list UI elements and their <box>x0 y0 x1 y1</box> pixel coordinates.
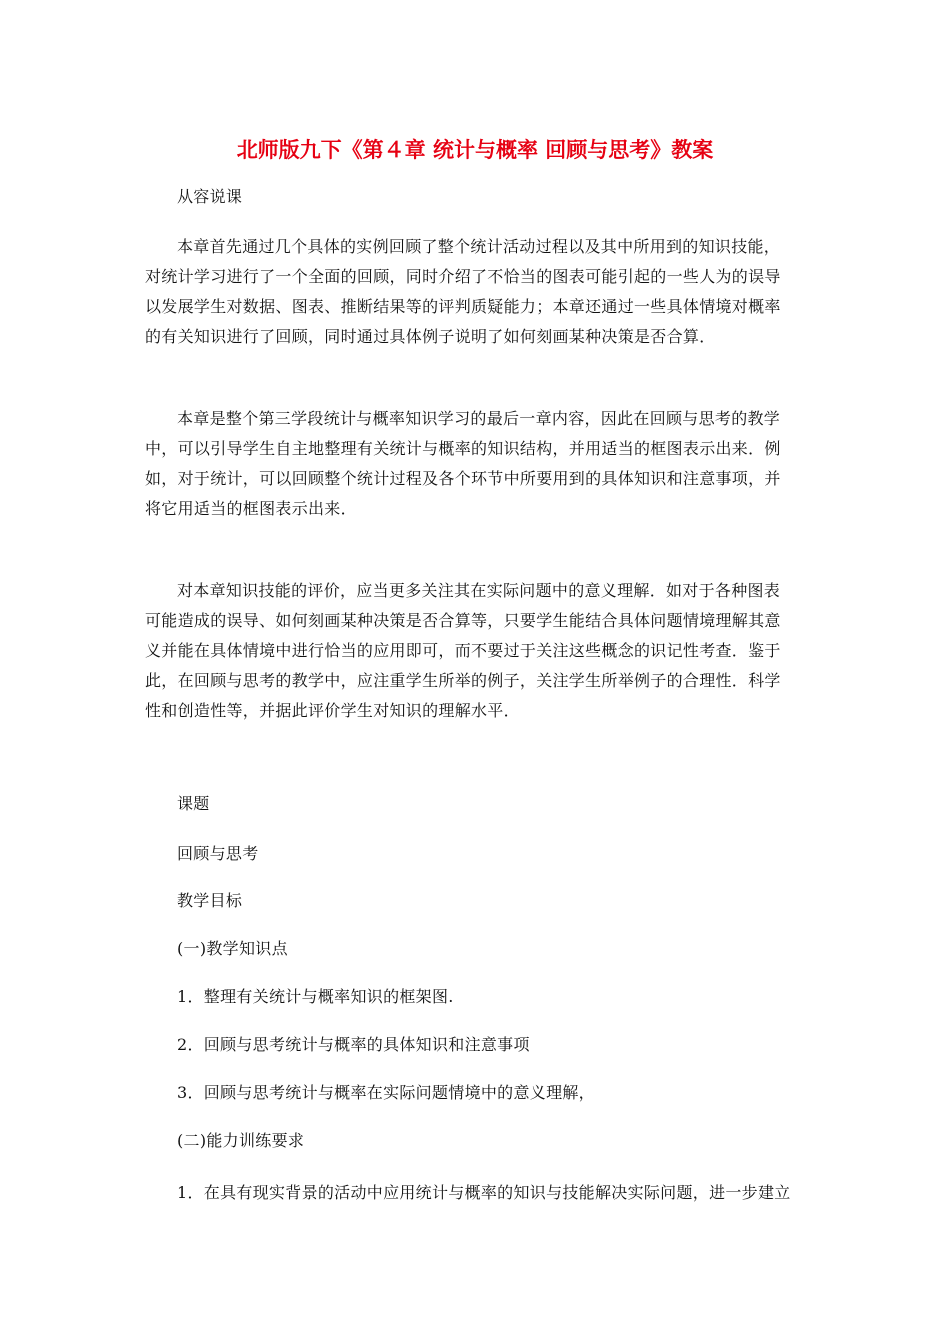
text-line: 中，可以引导学生自主地整理有关统计与概率的知识结构，并用适当的框图表示出来．例 <box>145 439 781 458</box>
subheading-skill-requirements: (二)能力训练要求 <box>177 1131 305 1150</box>
text-line: 以发展学生对数据、图表、推断结果等的评判质疑能力；本章还通过一些具体情境对概率 <box>145 297 781 316</box>
document-title: 北师版九下《第４章 统计与概率 回顾与思考》教案 <box>236 138 714 162</box>
topic-text: 回顾与思考 <box>177 844 259 863</box>
subheading-knowledge-points: (一)教学知识点 <box>177 939 288 958</box>
text-line: 可能造成的误导、如何刻画某种决策是否合算等，只要学生能结合具体问题情境理解其意 <box>145 611 781 630</box>
section-heading-topic: 课题 <box>177 794 210 813</box>
paragraph-assessment <box>145 576 813 726</box>
list-item: 3．回顾与思考统计与概率在实际问题情境中的意义理解， <box>177 1083 595 1102</box>
text-line: 义并能在具体情境中进行恰当的应用即可，而不要过于关注这些概念的识记性考查．鉴于 <box>145 641 781 660</box>
text-line: 本章首先通过几个具体的实例回顾了整个统计活动过程以及其中所用到的知识技能， <box>177 237 781 256</box>
section-heading-objectives: 教学目标 <box>177 891 243 910</box>
text-line: 对本章知识技能的评价，应当更多关注其在实际问题中的意义理解．如对于各种图表 <box>177 581 781 600</box>
list-item: 1．整理有关统计与概率知识的框架图. <box>177 987 454 1006</box>
list-item: 2．回顾与思考统计与概率的具体知识和注意事项 <box>177 1035 530 1054</box>
text-line: 性和创造性等，并据此评价学生对知识的理解水平． <box>145 701 520 720</box>
paragraph-chapter-overview <box>145 232 813 352</box>
text-line: 将它用适当的框图表示出来． <box>145 499 357 518</box>
text-line: 本章是整个第三学段统计与概率知识学习的最后一章内容，因此在回顾与思考的教学 <box>177 409 781 428</box>
text-line: 对统计学习进行了一个全面的回顾，同时介绍了不恰当的图表可能引起的一些人为的误导 <box>145 267 781 286</box>
list-item: 1．在具有现实背景的活动中应用统计与概率的知识与技能解决实际问题，进一步建立 <box>177 1183 791 1202</box>
section-heading-lesson-notes: 从容说课 <box>177 187 243 206</box>
text-line: 此，在回顾与思考的教学中，应注重学生所举的例子，关注学生所举例子的合理性．科学 <box>145 671 781 690</box>
text-line: 的有关知识进行了回顾，同时通过具体例子说明了如何刻画某种决策是否合算． <box>145 327 716 346</box>
text-line: 如，对于统计，可以回顾整个统计过程及各个环节中所要用到的具体知识和注意事项，并 <box>145 469 781 488</box>
paragraph-teaching-approach <box>145 404 813 524</box>
